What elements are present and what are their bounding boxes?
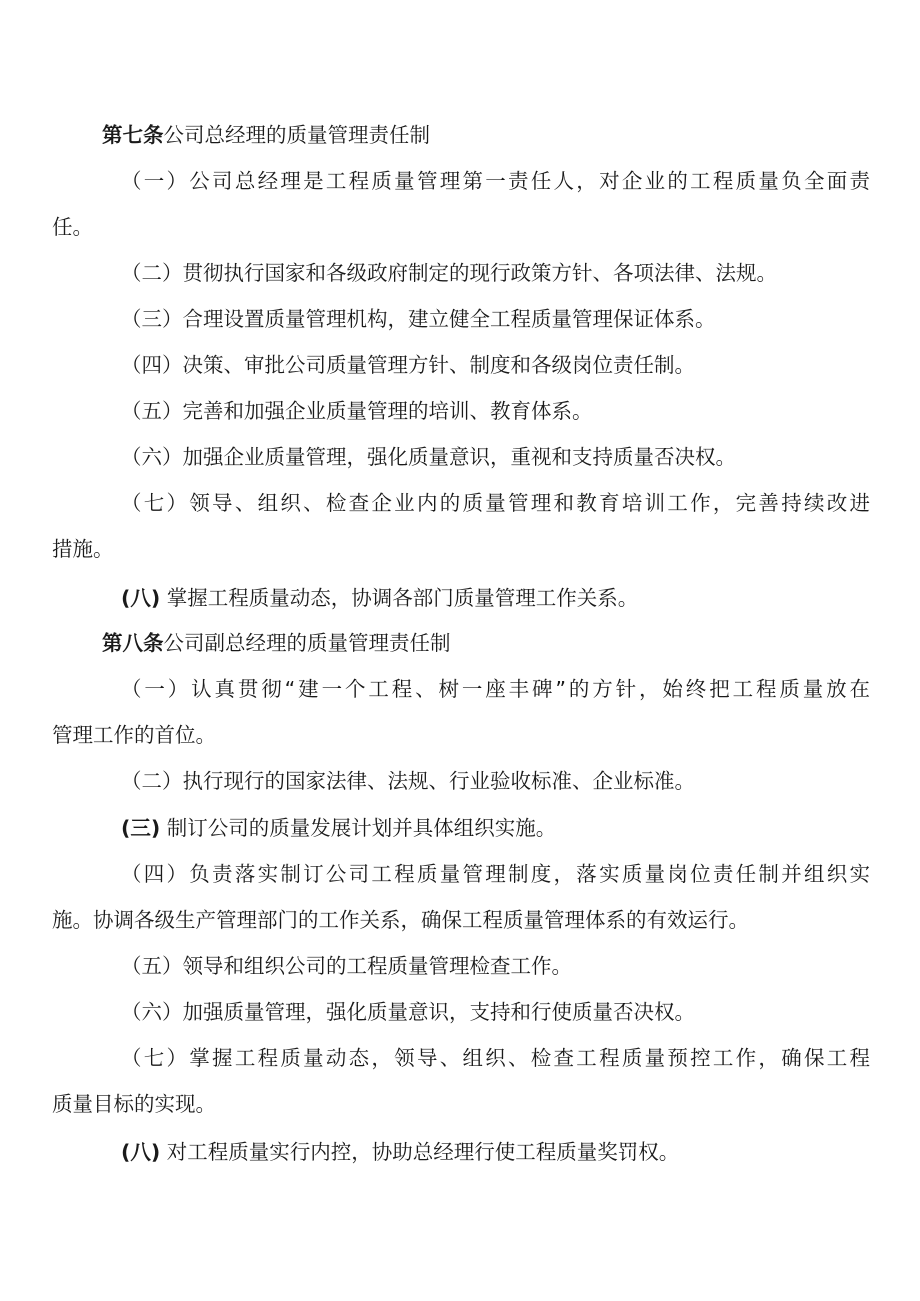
article-8-item-1-line-1: （一）认真贯彻“建一个工程、树一座丰碑”的方针，始终把工程质量放在 bbox=[121, 677, 870, 701]
article-8-item-3-text: 制订公司的质量发展计划并具体组织实施。 bbox=[166, 816, 557, 840]
article-8-item-8-label: (八) bbox=[121, 1140, 161, 1164]
article-8-item-4-line-2: 施。协调各级生产管理部门的工作关系，确保工程质量管理体系的有效运行。 bbox=[52, 908, 749, 932]
article-8-item-3 bbox=[121, 815, 556, 841]
article-7-item-4: （四）决策、审批公司质量管理方针、制度和各级岗位责任制。 bbox=[121, 353, 695, 377]
article-7-item-8 bbox=[121, 585, 638, 611]
article-8-item-1-line-2: 管理工作的首位。 bbox=[52, 723, 216, 747]
article-7-item-2: （二）贯彻执行国家和各级政府制定的现行政策方针、各项法律、法规。 bbox=[121, 261, 777, 285]
article-8-title: 公司副总经理的质量管理责任制 bbox=[163, 631, 451, 655]
article-8-item-2: （二）执行现行的国家法律、法规、行业验收标准、企业标准。 bbox=[121, 769, 695, 793]
article-7-item-7-line-1: （七）领导、组织、检查企业内的质量管理和教育培训工作，完善持续改进 bbox=[121, 491, 870, 515]
article-7-item-8-label: (八) bbox=[121, 586, 161, 610]
article-7-item-7-line-2: 措施。 bbox=[52, 537, 114, 561]
article-8-heading bbox=[102, 630, 451, 656]
article-8-item-7-line-1: （七）掌握工程质量动态，领导、组织、检查工程质量预控工作，确保工程 bbox=[121, 1046, 870, 1070]
article-7-item-1-line-1: （一）公司总经理是工程质量管理第一责任人，对企业的工程质量负全面责 bbox=[121, 169, 870, 193]
article-7-number: 第七条 bbox=[102, 123, 164, 147]
article-7-item-8-text: 掌握工程质量动态，协调各部门质量管理工作关系。 bbox=[166, 586, 639, 610]
article-8-item-5: （五）领导和组织公司的工程质量管理检查工作。 bbox=[121, 954, 572, 978]
article-8-item-3-label: (三) bbox=[121, 816, 161, 840]
article-8-item-6: （六）加强质量管理，强化质量意识，支持和行使质量否决权。 bbox=[121, 1000, 695, 1024]
article-7-item-6: （六）加强企业质量管理，强化质量意识，重视和支持质量否决权。 bbox=[121, 445, 736, 469]
article-7-title: 公司总经理的质量管理责任制 bbox=[163, 123, 430, 147]
article-8-number: 第八条 bbox=[102, 631, 164, 655]
article-8-item-8 bbox=[121, 1139, 679, 1165]
article-8-item-4-line-1: （四）负责落实制订公司工程质量管理制度，落实质量岗位责任制并组织实 bbox=[121, 862, 870, 886]
article-8-item-8-text: 对工程质量实行内控，协助总经理行使工程质量奖罚权。 bbox=[166, 1140, 680, 1164]
article-8-item-7-line-2: 质量目标的实现。 bbox=[52, 1092, 216, 1116]
article-7-item-3: （三）合理设置质量管理机构，建立健全工程质量管理保证体系。 bbox=[121, 307, 716, 331]
article-7-heading bbox=[102, 122, 430, 148]
article-7-item-5: （五）完善和加强企业质量管理的培训、教育体系。 bbox=[121, 399, 593, 423]
article-7-item-1-line-2: 任。 bbox=[52, 215, 93, 239]
